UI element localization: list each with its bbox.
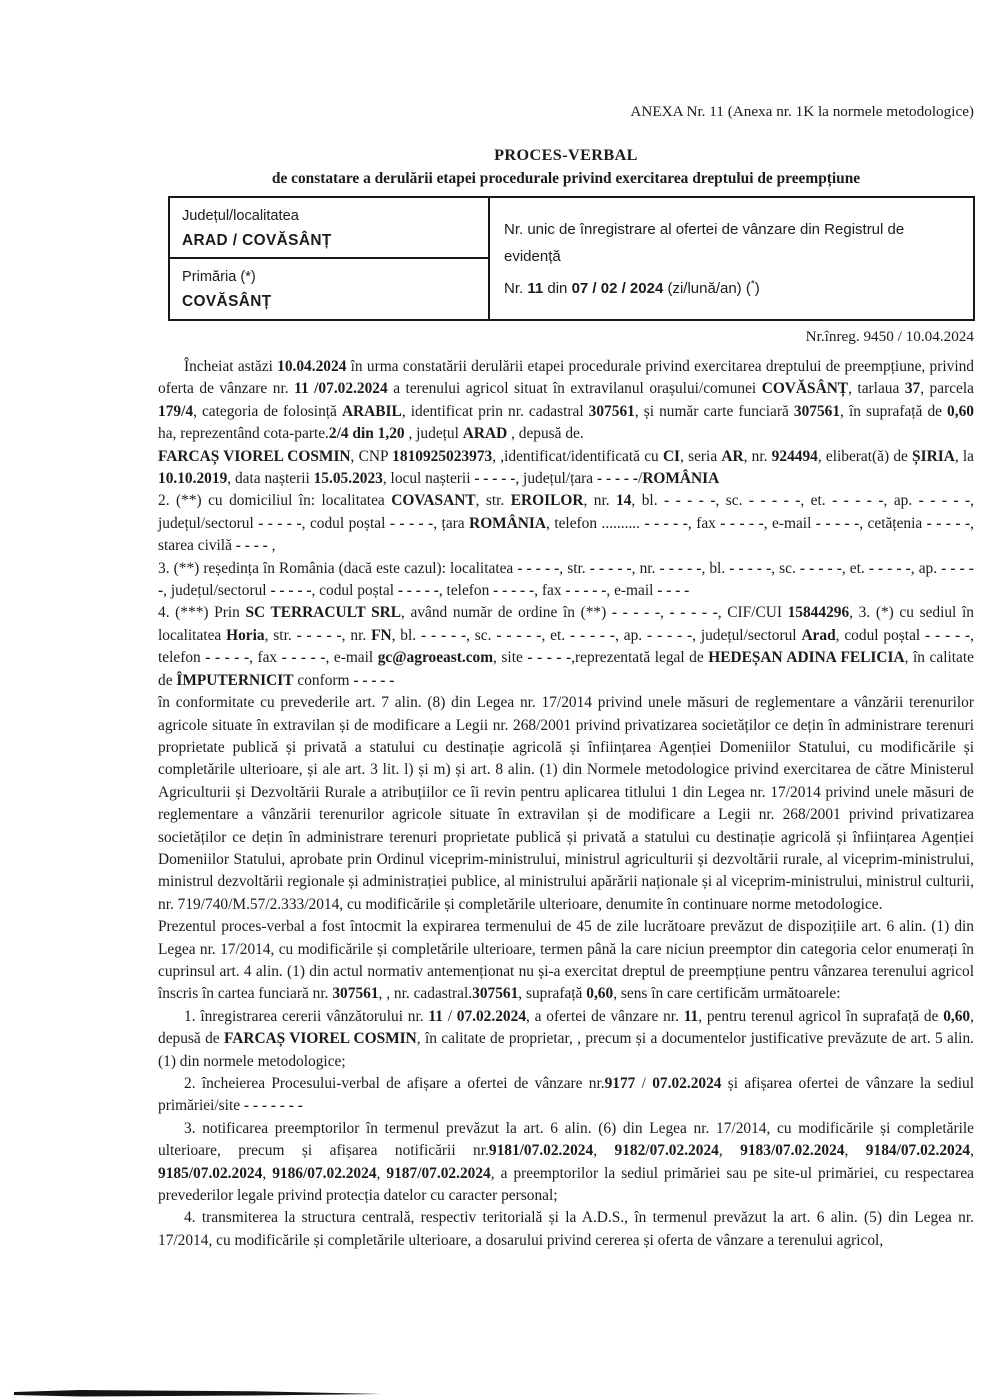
county-label: Județul/localitatea [182, 208, 299, 224]
cityhall-cell [170, 259, 490, 320]
body-paragraph: 4. transmiterea la structura centrală, respectiv teritorială și la A.D.S., în termenul prevăzut la art. 6 alin. (5) din Legea nr. 17/2014, cu modificările și completările ulterioare, a dosarului privind cererea și oferta de vânzare a terenului agricol, [158, 1209, 974, 1249]
body-paragraph: 3. (**) reședința în România (dacă este cazul): localitatea - - - - -, str. - - - - -, nr. - - - - -, bl. - - - - -, sc. - - - - -, et. - - - - -, ap. - - - - -, județul/sectorul - - - - -, codul poștal - - - - -, telefon - - - - -, fax - - - - -, e-mail - - - - [158, 559, 974, 600]
body-paragraph: Prezentul proces-verbal a fost întocmit la expirarea termenului de 45 de zile lucrătoare prevăzut de dispozițiile art. 6 alin. (1) din Legea nr. 17/2014, cu modificările și completările ulterioare, termen până la care niciun preemptor din categoria celor enumerați în cuprinsul art. 4 alin. (1) din actul normativ antemenționat nu și-a exercitat dreptul de preempțiune pentru vânzarea terenului agricol înscris în cartea funciară nr. 307561, , nr. cadastral.307561, suprafață 0,60, sens în care certificăm următoarele: [158, 918, 974, 1003]
cityhall-value: COVĂSÂNȚ [182, 292, 272, 310]
body-paragraph: în conformitate cu prevederile art. 7 alin. (8) din Legea nr. 17/2014 privind unele măsuri de reglementare a vânzării terenurilor agricole situate în extravilan și de modificare a Legii nr. 268/2001 privind privatizarea societăților ce dețin în administrare terenuri proprietate publică și privată a statului cu destinație agricolă și înființarea Agenției Domeniilor Statului, cu modificările și completările ulterioare, și ale art. 3 lit. l) și m) și art. 8 alin. (1) din Normele metodologice privind exercitarea de către Ministerul Agriculturii și Dezvoltării Rurale a atribuțiilor ce îi revin pentru aplicarea titlului 1 din Legea nr. 17/2014 privind unele măsuri de reglementare a vânzării terenurilor agricole situate în extravilan și de modificare a Legii nr. 268/2001 privind privatizarea societăților ce dețin în administrare terenuri proprietate publică și privată a statului cu destinație agricolă și înființarea Agenției Domeniilor Statului, aprobate prin Ordinul viceprim-ministrului, ministrul agriculturii și dezvoltării rurale, al viceprim-ministrului, ministrul dezvoltării regionale și administrației publice, al ministrului apărării naționale și al viceprim-ministrului, ministrul culturii, nr. 719/740/M.57/2.333/2014, cu modificările și completările ulterioare, denumite în continuare norme metodologice. [158, 694, 974, 913]
header-info-table [168, 196, 975, 321]
body-paragraph: FARCAȘ VIOREL COSMIN, CNP 1810925023973, ,identificat/identificată cu CI, seria AR, nr. 924494, eliberat(ă) de ȘIRIA, la 10.10.2019, data nașterii 15.05.2023, locul nașterii - - - - -, județul/țara - - - - -/ROMÂNIA [158, 447, 974, 488]
anexa-note: ANEXA Nr. 11 (Anexa nr. 1K la normele metodologice) [630, 103, 974, 120]
document-body [158, 356, 974, 1252]
body-paragraph: 2. (**) cu domiciliul în: localitatea COVASANT, str. EROILOR, nr. 14, bl. - - - - -, sc. - - - - -, et. - - - - -, ap. - - - - -, județul/sectorul - - - - -, codul poștal - - - - -, țara ROMÂNIA, telefon .......... - - - - -, fax - - - - -, e-mail - - - - -, cetățenia - - - - -, starea civilă - - - - , [158, 492, 974, 555]
county-cell [170, 198, 490, 259]
body-paragraph: Încheiat astăzi 10.04.2024 în urma constatării derulării etapei procedurale privind exercitarea dreptului de preempțiune, privind oferta de vânzare nr. 11 /07.02.2024 a terenului agricol situat în extravilanul orașului/comunei COVĂSÂNȚ, tarlaua 37, parcela 179/4, categoria de folosință ARABIL, identificat prin nr. cadastral 307561, și număr carte funciară 307561, în suprafață de 0,60 ha, reprezentând cota-parte.2/4 din 1,20 , județul ARAD , depusă de. [158, 358, 974, 443]
document-subtitle: de constatare a derulării etapei procedurale privind exercitarea dreptului de preempțiune [271, 170, 861, 187]
body-paragraph: 3. notificarea preemptorilor în termenul prevăzut la art. 6 alin. (6) din Legea nr. 17/2014, cu modificările și completările ulterioare, precum și afișarea notificării nr.9181/07.02.2024, 9182/07.02.2024, 9183/07.02.2024, 9184/07.02.2024, 9185/07.02.2024, 9186/07.02.2024, 9187/07.02.2024, a preemptorilor la sediul primăriei sau pe site-ul primăriei, cu respectarea prevederilor legale privind protecția datelor cu caracter personal; [158, 1119, 975, 1205]
cityhall-label: Primăria (*) [182, 268, 256, 285]
county-value: ARAD / COVĂSÂNȚ [182, 232, 332, 249]
registration-note: Nr.înreg. 9450 / 10.04.2024 [805, 328, 974, 345]
scan-artifact-mark [0, 1384, 400, 1400]
registry-cell [490, 198, 973, 319]
registry-number: Nr. 11 din 07 / 02 / 2024 (zi/lună/an) (*) [504, 279, 760, 297]
document-title: PROCES-VERBAL [494, 146, 638, 164]
body-paragraph: 1. înregistrarea cererii vânzătorului nr. 11 / 07.02.2024, a ofertei de vânzare nr. 11, pentru terenul agricol în suprafață de 0,60, depusă de FARCAȘ VIOREL COSMIN, în calitate de proprietar, , precum și a documentelor justificative prevăzute de art. 5 alin. (1) din normele metodologice; [158, 1007, 974, 1070]
body-paragraph: 4. (***) Prin SC TERRACULT SRL, având număr de ordine în (**) - - - - -, - - - - -, CIF/CUI 15844296, 3. (*) cu sediul în localitatea Horia, str. - - - - -, nr. FN, bl. - - - - -, sc. - - - - -, et. - - - - -, ap. - - - - -, județul/sectorul Arad, codul poștal - - - - -, telefon - - - - -, fax - - - - -, e-mail gc@agroeast.com, site - - - - -,reprezentată legal de HEDEȘAN ADINA FELICIA, în calitate de ÎMPUTERNICIT conform - - - - - [158, 604, 974, 689]
body-paragraph: 2. încheierea Procesului-verbal de afișare a ofertei de vânzare nr.9177 / 07.02.2024 și afișarea ofertei de vânzare la sediul primăriei/site - - - - - - - [158, 1075, 974, 1115]
registry-label: Nr. unic de înregistrare al ofertei de vânzare din Registrul de evidență [504, 221, 905, 265]
